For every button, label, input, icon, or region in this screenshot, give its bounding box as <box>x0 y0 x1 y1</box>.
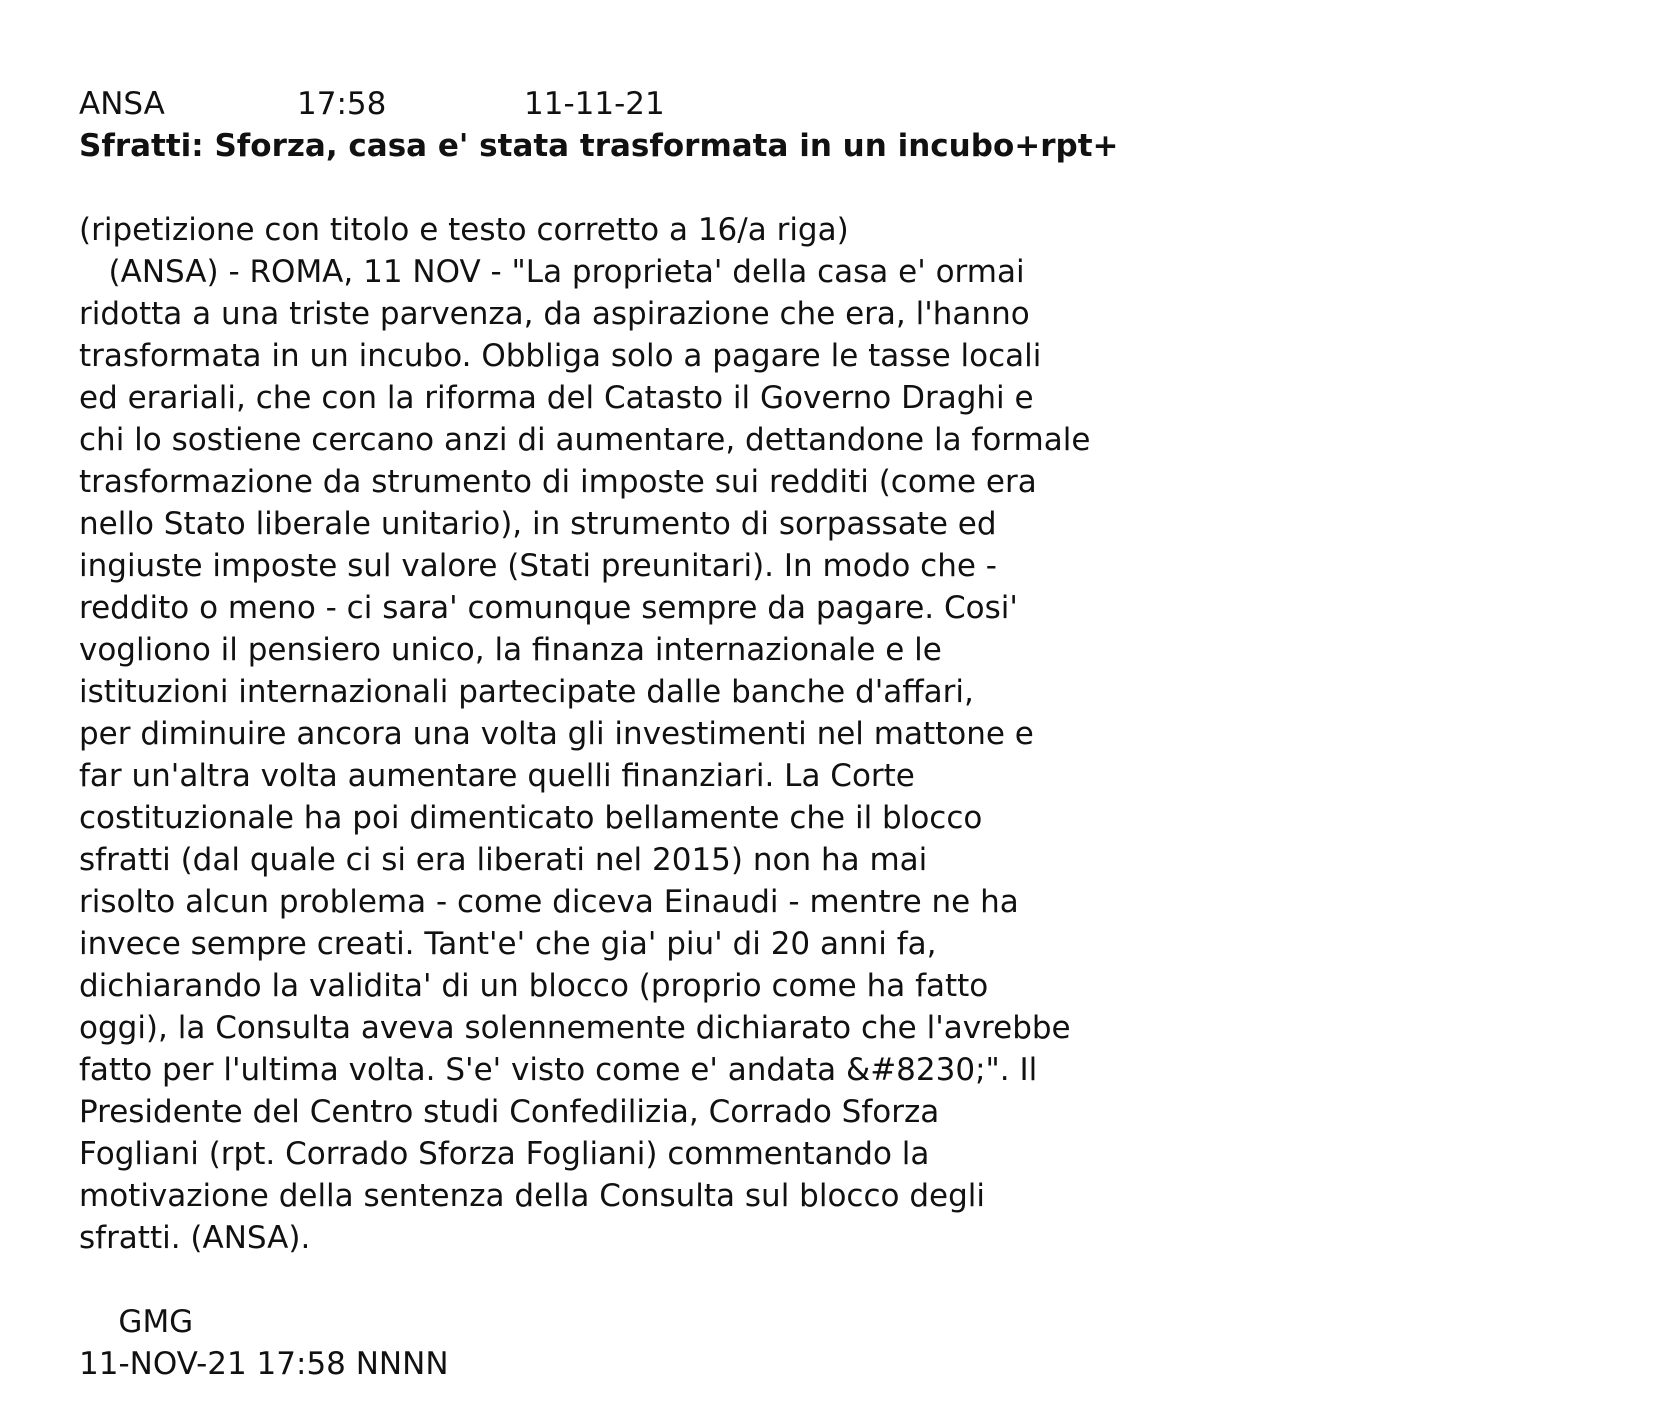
body-line: istituzioni internazionali partecipate dalle banche d'affari, <box>79 674 974 710</box>
body-line: sfratti (dal quale ci si era liberati nel 2015) non ha mai <box>79 842 928 878</box>
body-line: trasformata in un incubo. Obbliga solo a pagare le tasse locali <box>79 338 1042 374</box>
body-line: chi lo sostiene cercano anzi di aumentare, dettandone la formale <box>79 422 1091 458</box>
body-line: costituzionale ha poi dimenticato bellamente che il blocco <box>79 800 983 836</box>
body-line: trasformazione da strumento di imposte sui redditi (come era <box>79 464 1037 500</box>
headline: Sfratti: Sforza, casa e' stata trasformata in un incubo+rpt+ <box>79 128 1119 164</box>
article-body <box>79 209 1579 1259</box>
blank-line <box>79 1259 1579 1301</box>
body-line: motivazione della sentenza della Consulta sul blocco degli <box>79 1178 985 1214</box>
dispatch-time: 17:58 <box>297 86 387 122</box>
dispatch-date: 11-11-21 <box>524 86 665 122</box>
body-line: risolto alcun problema - come diceva Einaudi - mentre ne ha <box>79 884 1019 920</box>
body-line: per diminuire ancora una volta gli investimenti nel mattone e <box>79 716 1034 752</box>
body-line: vogliono il pensiero unico, la finanza internazionale e le <box>79 632 942 668</box>
agency-name: ANSA <box>79 86 165 122</box>
body-line: ed erariali, che con la riforma del Catasto il Governo Draghi e <box>79 380 1034 416</box>
body-line: sfratti. (ANSA). <box>79 1220 311 1256</box>
body-line: (ripetizione con titolo e testo corretto a 16/a riga) <box>79 212 849 248</box>
body-line: ingiuste imposte sul valore (Stati preunitari). In modo che - <box>79 548 997 584</box>
body-line: invece sempre creati. Tant'e' che gia' piu' di 20 anni fa, <box>79 926 937 962</box>
news-document <box>79 83 1579 1385</box>
author-signature: GMG <box>79 1304 194 1340</box>
body-line: oggi), la Consulta aveva solennemente dichiarato che l'avrebbe <box>79 1010 1071 1046</box>
dispatch-header <box>79 83 1579 125</box>
body-line: fatto per l'ultima volta. S'e' visto come e' andata &#8230;". Il <box>79 1052 1038 1088</box>
body-line: nello Stato liberale unitario), in strumento di sorpassate ed <box>79 506 997 542</box>
body-line: Fogliani (rpt. Corrado Sforza Fogliani) commentando la <box>79 1136 930 1172</box>
body-line: (ANSA) - ROMA, 11 NOV - "La proprieta' della casa e' ormai <box>79 254 1025 290</box>
body-line: reddito o meno - ci sara' comunque sempre da pagare. Cosi' <box>79 590 1018 626</box>
body-line: dichiarando la validita' di un blocco (proprio come ha fatto <box>79 968 989 1004</box>
body-line: ridotta a una triste parvenza, da aspirazione che era, l'hanno <box>79 296 1030 332</box>
body-line: Presidente del Centro studi Confedilizia, Corrado Sforza <box>79 1094 940 1130</box>
body-line: far un'altra volta aumentare quelli finanziari. La Corte <box>79 758 915 794</box>
dispatch-footer: 11-NOV-21 17:58 NNNN <box>79 1346 449 1382</box>
